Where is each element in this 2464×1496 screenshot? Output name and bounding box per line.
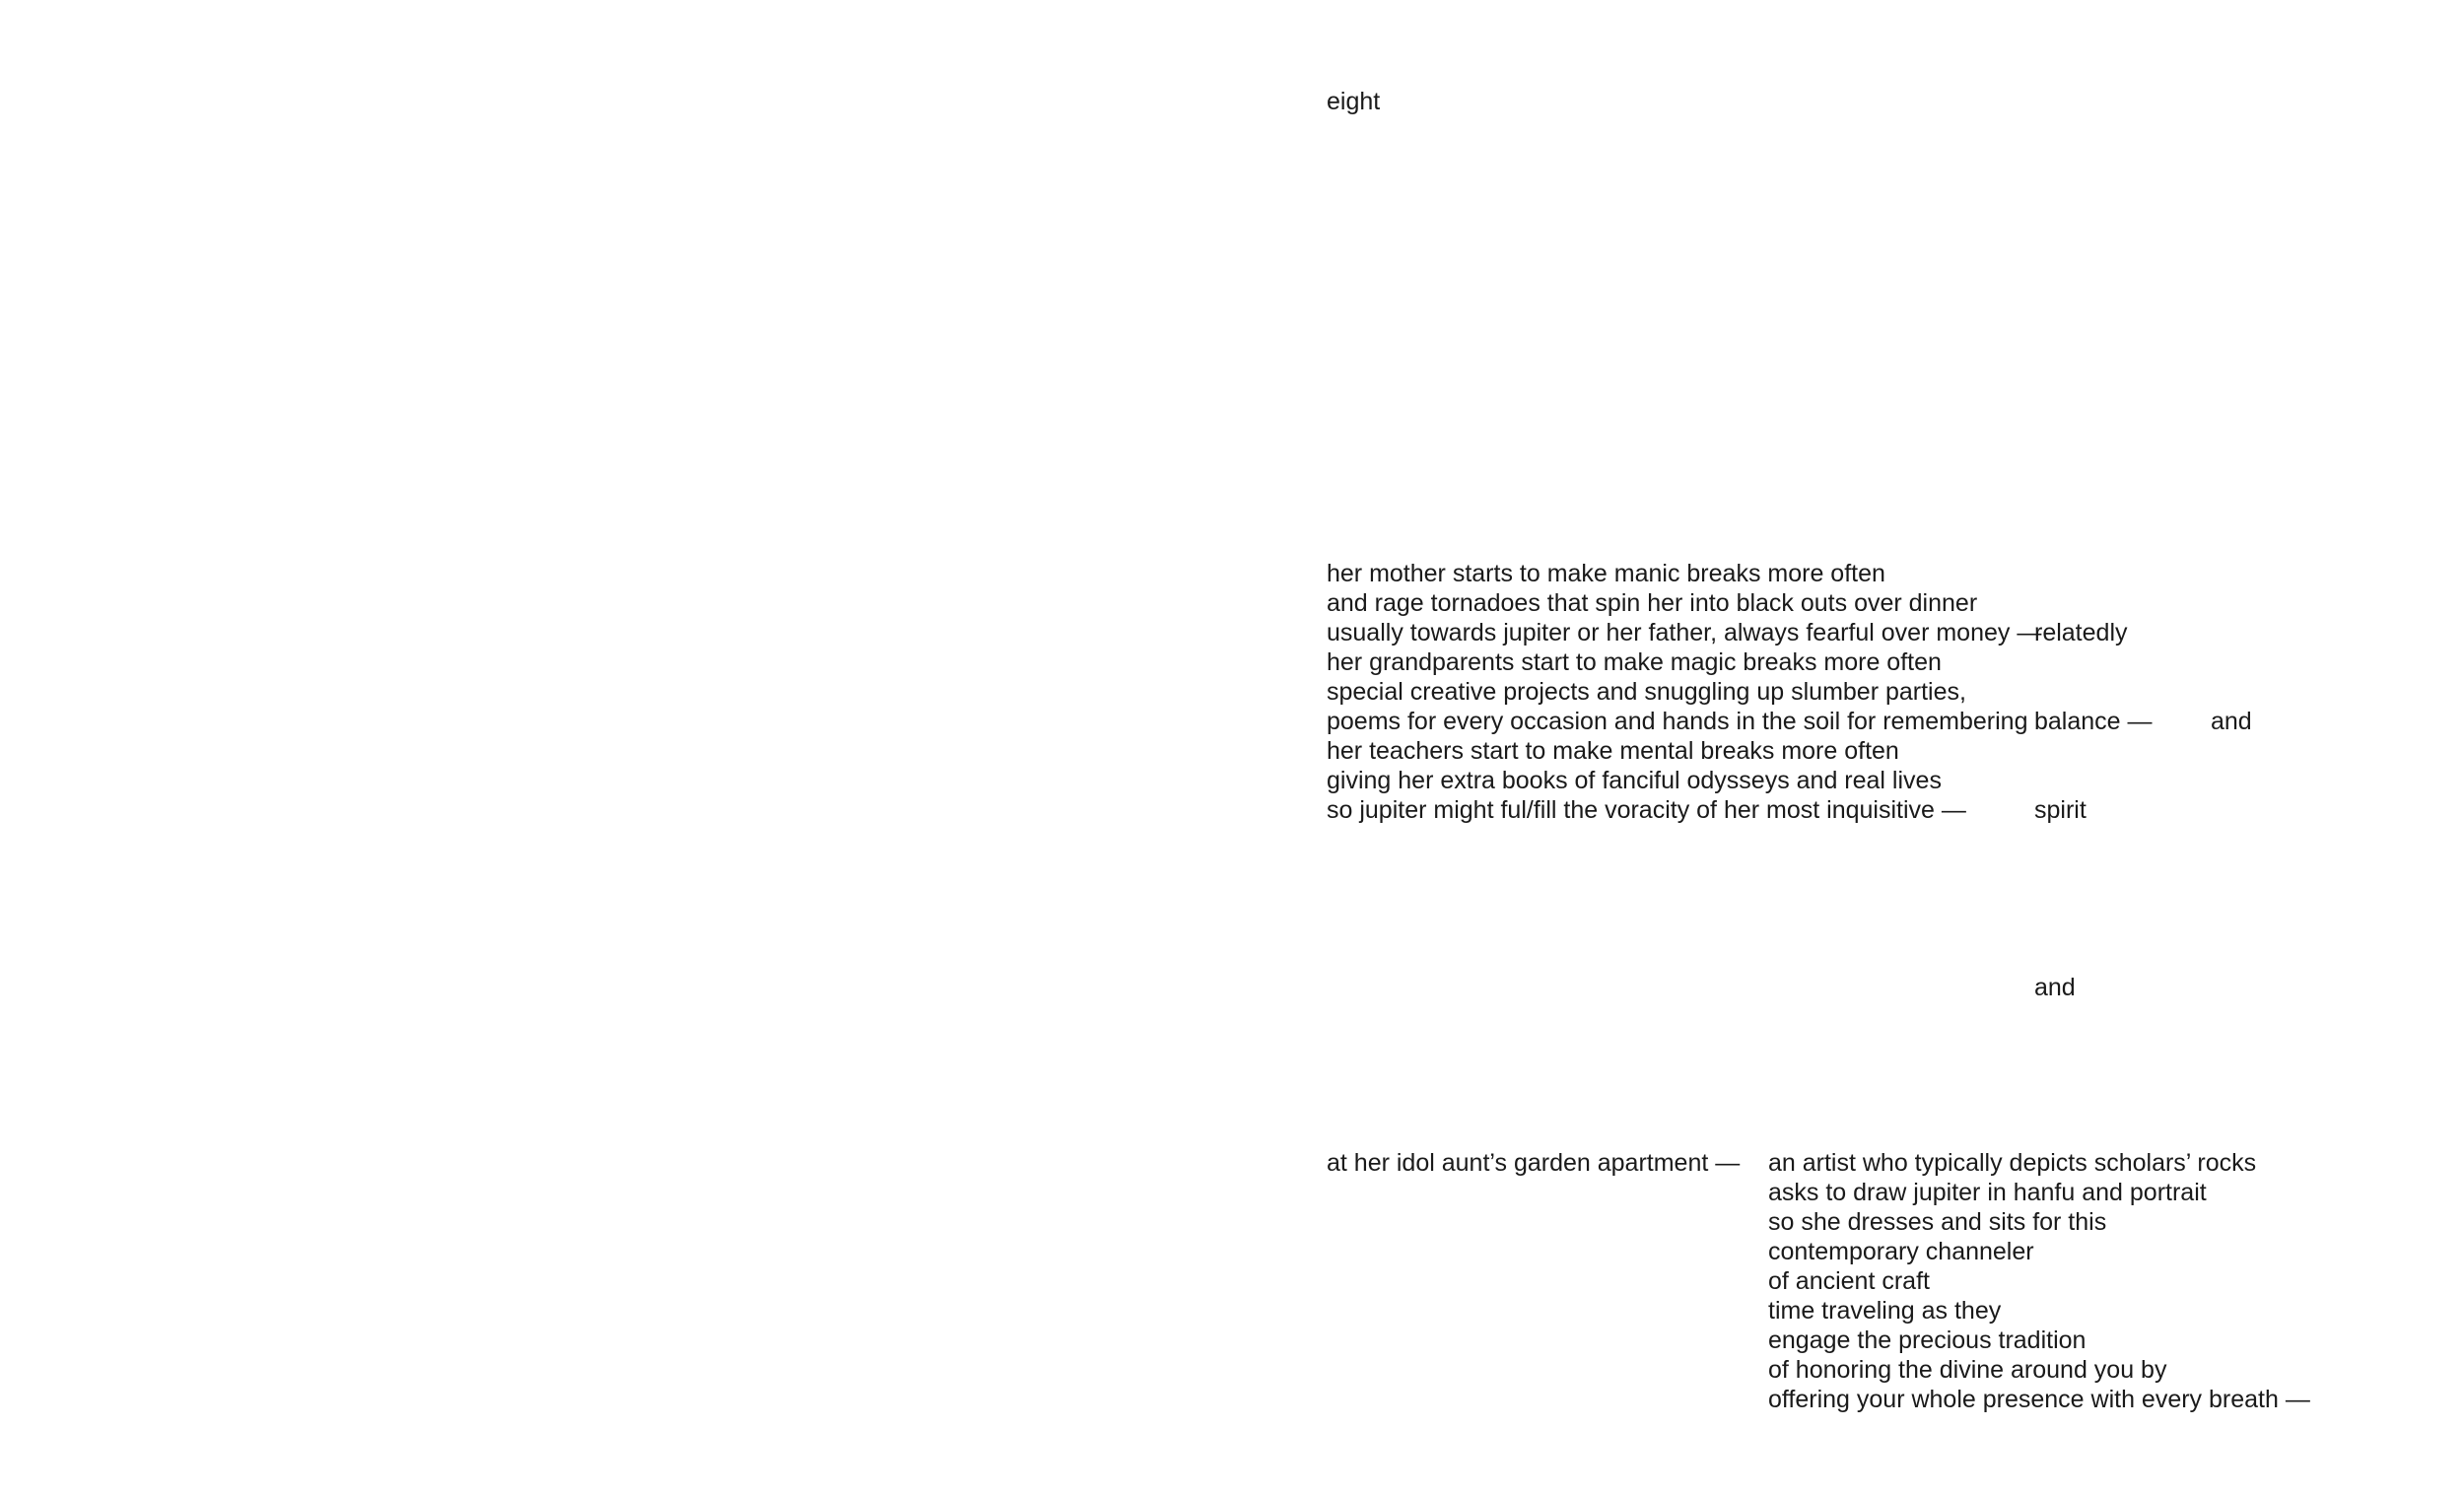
poem-line: her teachers start to make mental breaks more often	[1327, 737, 1899, 765]
poem-line: of honoring the divine around you by	[1768, 1356, 2167, 1384]
margin-word-and: and	[2211, 708, 2252, 735]
poem-line: her grandparents start to make magic breaks more often	[1327, 648, 1942, 676]
aunt-line: at her idol aunt’s garden apartment —	[1327, 1149, 1741, 1177]
poem-line: engage the precious tradition	[1768, 1326, 2087, 1354]
poem-line: of ancient craft	[1768, 1267, 1930, 1295]
margin-word-relatedly: relatedly	[2034, 619, 2128, 646]
stanza-main	[1327, 559, 2041, 825]
poem-line: contemporary channeler	[1768, 1238, 2034, 1265]
poem-line: giving her extra books of fanciful odysseys and real lives	[1327, 767, 1942, 794]
margin-word-spirit: spirit	[2034, 796, 2087, 824]
poem-line: her mother starts to make manic breaks more often	[1327, 560, 1885, 587]
poem-line: asks to draw jupiter in hanfu and portrait	[1768, 1179, 2207, 1206]
poem-line: usually towards jupiter or her father, always fearful over money —	[1327, 619, 2042, 646]
poem-line: and rage tornadoes that spin her into black outs over dinner	[1327, 589, 1978, 617]
poem-line: so jupiter might ful/fill the voracity of her most inquisitive —	[1327, 796, 1966, 824]
section-title: eight	[1327, 88, 1381, 115]
stanza-aunt	[1768, 1148, 2310, 1414]
poem-line: poems for every occasion and hands in the soil for remembering	[1327, 708, 2028, 735]
poem-line: special creative projects and snuggling up slumber parties,	[1327, 678, 1966, 706]
margin-word-and-lower: and	[2034, 974, 2076, 1001]
poem-line: so she dresses and sits for this	[1768, 1208, 2107, 1236]
poem-line: an artist who typically depicts scholars’ rocks	[1768, 1149, 2257, 1177]
poem-line: offering your whole presence with every breath —	[1768, 1386, 2310, 1413]
margin-word-balance: balance —	[2034, 708, 2153, 735]
poem-line: time traveling as they	[1768, 1297, 2002, 1325]
